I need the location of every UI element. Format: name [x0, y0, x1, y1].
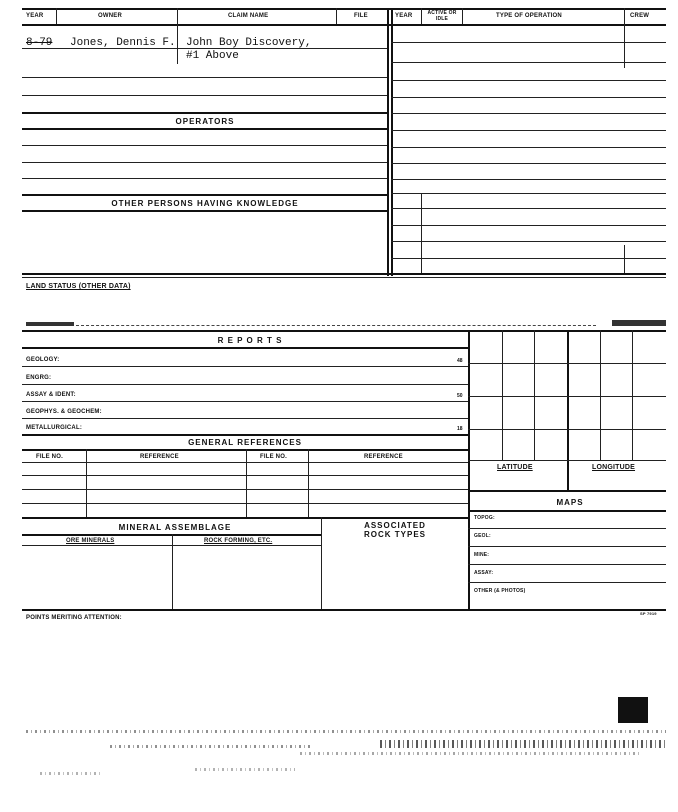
maps-heading: MAPS	[556, 498, 584, 507]
redaction-mark-right	[612, 320, 666, 326]
associated-rock-types-line-1: ASSOCIATED	[364, 521, 426, 530]
report-num-assay: 50	[457, 393, 463, 399]
form-code: SP 7919	[640, 611, 657, 616]
report-row-engrg: ENGRG:	[26, 375, 52, 381]
black-square-mark	[618, 697, 648, 723]
entry-year: 8-79	[26, 37, 53, 49]
entry-claim-line-2: #1 Above	[186, 50, 239, 62]
ref-col-file-no-2: FILE NO.	[260, 454, 287, 460]
points-meriting-attention-label: POINTS MERITING ATTENTION:	[26, 615, 122, 621]
ref-col-reference: REFERENCE	[140, 454, 179, 460]
operators-heading: OPERATORS	[175, 117, 235, 126]
col-header-claim-name: CLAIM NAME	[228, 13, 269, 19]
general-references-heading: GENERAL REFERENCES	[188, 438, 302, 447]
ref-col-file-no: FILE NO.	[36, 454, 63, 460]
reports-heading: R E P O R T S	[217, 336, 283, 345]
ref-col-reference-2: REFERENCE	[364, 454, 403, 460]
report-num-metallurgical: 18	[457, 426, 463, 432]
maps-row-geol: GEOL:	[474, 533, 491, 539]
longitude-label: LONGITUDE	[592, 464, 636, 471]
scan-noise	[380, 740, 666, 748]
maps-row-topog: TOPOG:	[474, 515, 495, 521]
report-row-metallurgical: METALLURGICAL:	[26, 425, 83, 431]
entry-owner: Jones, Dennis F.	[70, 37, 176, 49]
maps-row-other: OTHER (& PHOTOS)	[474, 588, 526, 594]
entry-claim-line-1: John Boy Discovery,	[186, 37, 312, 49]
scan-noise	[195, 768, 295, 771]
scan-noise	[300, 752, 640, 755]
report-num-geology: 48	[457, 358, 463, 364]
scan-noise	[40, 772, 100, 775]
report-row-geophys: GEOPHYS. & GEOCHEM:	[26, 409, 102, 415]
report-row-assay: ASSAY & IDENT:	[26, 392, 76, 398]
mineral-assemblage-heading: MINERAL ASSEMBLAGE	[118, 523, 232, 532]
col-header-owner: OWNER	[98, 13, 122, 19]
scan-noise	[110, 745, 310, 748]
rock-forming-label: ROCK FORMING, ETC.	[204, 538, 273, 544]
other-persons-heading: OTHER PERSONS HAVING KNOWLEDGE	[111, 199, 299, 208]
maps-row-assay: ASSAY:	[474, 570, 494, 576]
col-header-file: FILE	[354, 13, 368, 19]
scan-noise	[26, 730, 666, 733]
col-header-year-2: YEAR	[395, 13, 413, 19]
col-header-year: YEAR	[26, 13, 44, 19]
redaction-mark-left	[26, 322, 74, 326]
ore-minerals-label: ORE MINERALS	[66, 538, 115, 544]
col-header-crew: CREW	[630, 13, 650, 19]
col-header-type-of-operation: TYPE OF OPERATION	[496, 13, 562, 19]
latitude-label: LATITUDE	[497, 464, 533, 471]
report-row-geology: GEOLOGY:	[26, 357, 60, 363]
land-status-label: LAND STATUS (OTHER DATA)	[26, 283, 131, 290]
col-header-active-or-idle: ACTIVE OR IDLE	[427, 10, 457, 22]
associated-rock-types-line-2: ROCK TYPES	[363, 530, 426, 539]
maps-row-mine: MINE:	[474, 552, 490, 558]
